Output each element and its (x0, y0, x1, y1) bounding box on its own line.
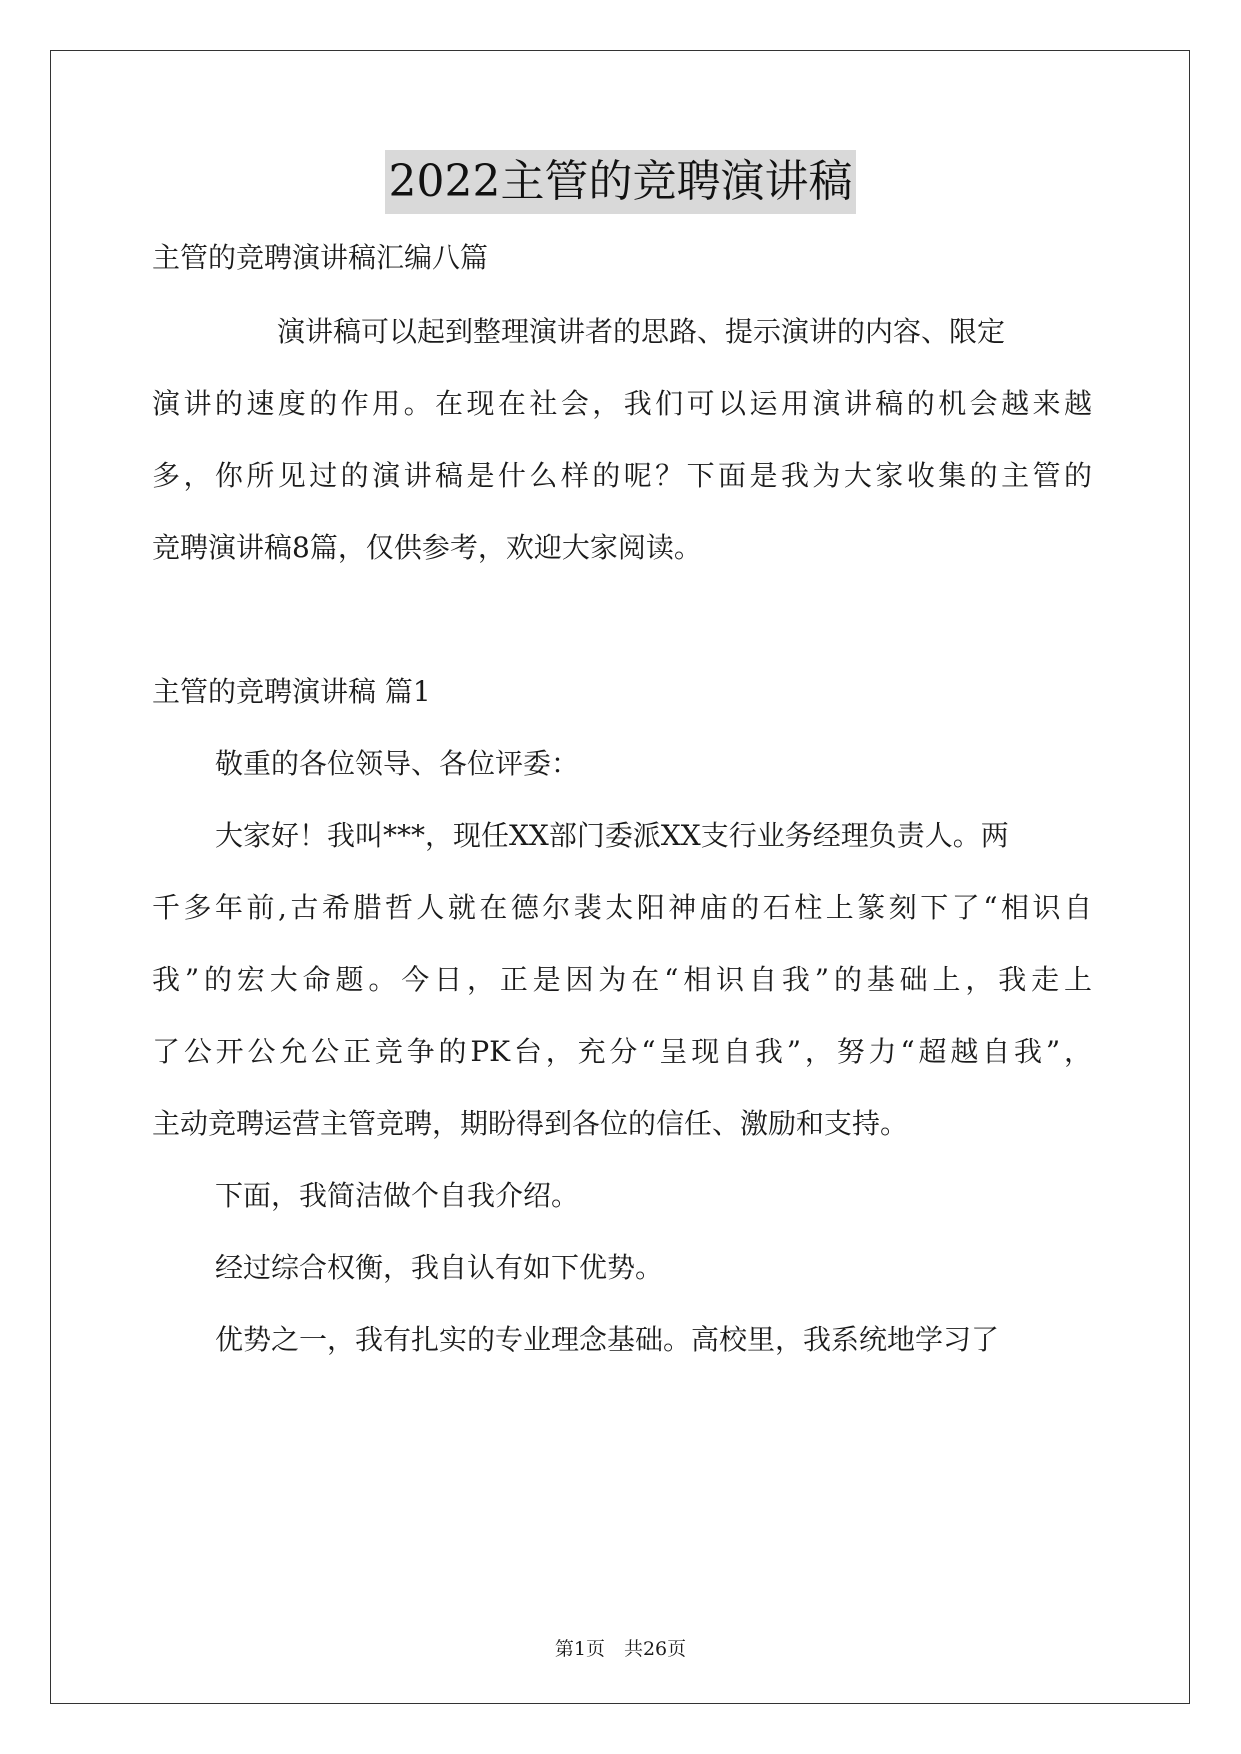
paragraph-line: 大家好！我叫***，现任XX部门委派XX支行业务经理负责人。两 (215, 819, 1009, 852)
title-container (0, 150, 1241, 214)
page-number: 第1页 共26页 (554, 1638, 687, 1660)
paragraph-line: 我”的宏大命题。今日，正是因为在“相识自我”的基础上，我走上 (152, 963, 1092, 996)
paragraph-line: 主动竞聘运营主管竞聘，期盼得到各位的信任、激励和支持。 (152, 1107, 909, 1140)
intro-line: 演讲的速度的作用。在现在社会，我们可以运用演讲稿的机会越来越 (152, 387, 1092, 420)
paragraph: 下面，我简洁做个自我介绍。 (215, 1179, 580, 1212)
document-title: 2022主管的竞聘演讲稿 (385, 150, 857, 214)
paragraph-line: 千多年前,古希腊哲人就在德尔裴太阳神庙的石柱上篆刻下了“相识自 (152, 891, 1092, 924)
paragraph-line: 优势之一，我有扎实的专业理念基础。高校里，我系统地学习了 (215, 1323, 1000, 1356)
intro-line: 竞聘演讲稿8篇，仅供参考，欢迎大家阅读。 (152, 531, 702, 564)
page-border (50, 50, 1190, 1704)
salutation: 敬重的各位领导、各位评委： (215, 747, 580, 780)
paragraph: 经过综合权衡，我自认有如下优势。 (215, 1251, 664, 1284)
intro-line: 演讲稿可以起到整理演讲者的思路、提示演讲的内容、限定 (277, 315, 1006, 348)
paragraph-line: 了公开公允公正竞争的PK台，充分“呈现自我”，努力“超越自我”， (152, 1035, 1092, 1068)
section-heading: 主管的竞聘演讲稿 篇1 (152, 675, 431, 708)
document-subtitle: 主管的竞聘演讲稿汇编八篇 (152, 241, 489, 274)
intro-line: 多，你所见过的演讲稿是什么样的呢？下面是我为大家收集的主管的 (152, 459, 1092, 492)
